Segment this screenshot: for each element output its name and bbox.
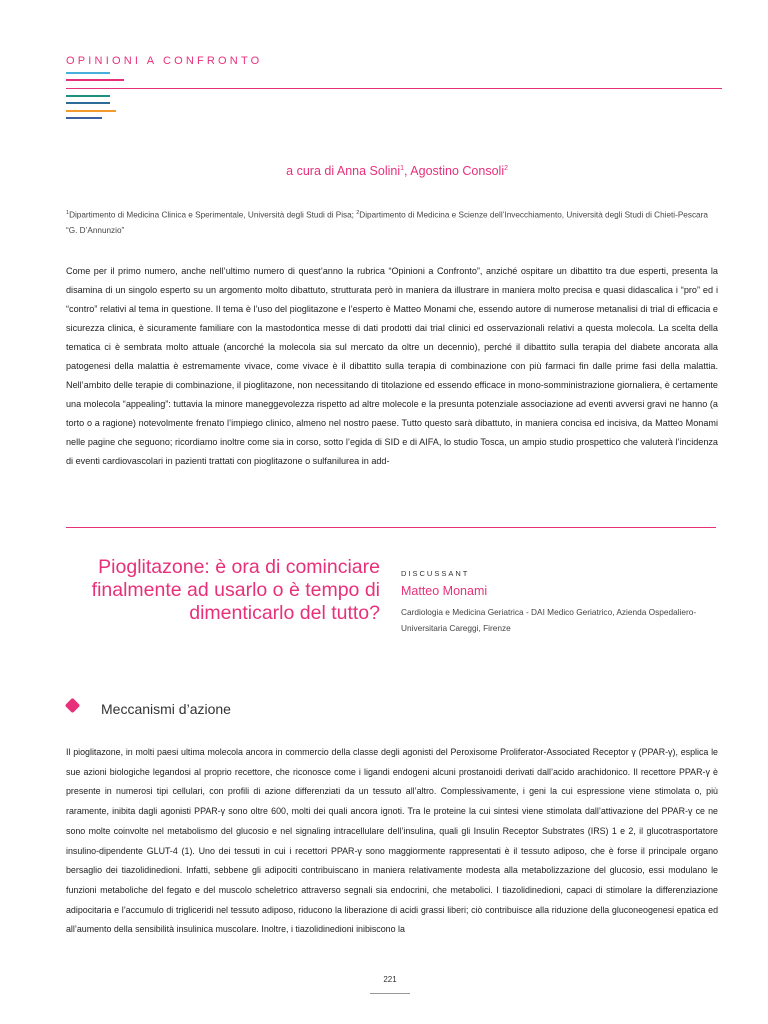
- deco-line-1: [66, 72, 110, 74]
- affil-2-sup: 2: [356, 210, 360, 216]
- article-title: Pioglitazone: è ora di cominciare finalmente ad usarlo o è tempo di dimenticarlo del tutto?: [91, 556, 380, 624]
- page-number-rule: [370, 993, 410, 994]
- curator-2-sup: 2: [504, 164, 508, 172]
- curator-1: a cura di Anna Solini: [286, 164, 401, 178]
- deco-line-6: [66, 117, 102, 119]
- page-number: 221: [383, 975, 397, 984]
- diamond-icon: [65, 698, 81, 714]
- deco-line-4: [66, 102, 110, 104]
- curator-2: , Agostino Consoli: [404, 164, 505, 178]
- deco-line-2: [66, 79, 124, 81]
- affil-2-text: Dipartimento di Medicina e Scienze dell’Invecchiamento, Università degli Studi di Chieti-Pescara “G. D’Annunzio”: [66, 210, 708, 235]
- section-body: Il pioglitazone, in molti paesi ultima molecola ancora in commercio della classe degli agonisti del Peroxisome Proliferator-Associated Receptor γ (PPAR-γ), esplica le sue azioni biologiche legandosi al proprio recettore, che riconosce come i ligandi endogeni alcuni prostanoidi derivati dall’acido arachidonico. Il recettore PPAR-γ è presente in numerosi tipi cellulari, con profili di azione differenziati da un tessuto all’altro. Complessivamente, i geni la cui espressione viene stimolata o, più raramente, inibita dagli agonisti PPAR-γ sono oltre 600, molti dei quali ancora ignoti. Tra le proteine la cui sintesi viene stimolata dall’attivazione del PPAR-γ ce ne sono molte coinvolte nel metabolismo del glucosio e nel signaling intracellulare dell’insulina, quali gli Insulin Receptor Substrates (IRS) 1 e 2, il glucotrasportatore insulino-dipendente GLUT-4 (1). Uno dei tessuti in cui i recettori PPAR-γ sono maggiormente rappresentati è il tessuto adiposo, che è forse il principale organo bersaglio dei tiazolidinedioni. Infatti, sebbene gli adipociti contribuiscano in maniera relativamente modesta alla metabolizzazione del glucosio, essi modulano le funzioni metaboliche del fegato e del muscolo scheletrico attraverso segnali sia endocrini, che metabolici. I tiazolidinedioni, capaci di stimolare la differenziazione adipocitaria e l’accumulo di trigliceridi nel tessuto adiposo, riducono la liberazione di acidi grassi liberi; ciò contribuisce alla riduzione della gluconeogenesi epatica ed all’aumento della sensibilità insulinica muscolare. Inoltre, i tiazolidinedioni inibiscono la: [66, 747, 718, 935]
- header-rule: [66, 88, 722, 89]
- affil-1-sup: 1: [66, 210, 70, 216]
- affiliations: [66, 206, 718, 238]
- deco-line-5: [66, 110, 116, 112]
- author-name: Matteo Monami: [401, 584, 488, 598]
- curators: [66, 164, 508, 178]
- section-label: OPINIONI A CONFRONTO: [66, 55, 263, 67]
- article-divider: [66, 527, 716, 528]
- role-label: DISCUSSANT: [401, 569, 470, 578]
- intro-paragraph: Come per il primo numero, anche nell’ultimo numero di quest’anno la rubrica “Opinioni a Confronto”, anziché ospitare un dibattito tra due esperti, presenta la disamina di un singolo esperto su un argomento molto dibattuto, strutturata però in maniera da illustrare in maniera molto precisa e quasi didascalica i “pro” ed i “contro” relativi al tema in questione. Il tema è l’uso del pioglitazone e l’esperto è Matteo Monami che, essendo autore di numerose metanalisi di trial di efficacia e sicurezza clinica, è sicuramente familiare con la mastodontica messe di dati prodotti dai trial clinici ed osservazionali relativi a questa molecola. La scelta della tematica ci è sembrata molto attuale (ancorché la molecola sia sul mercato da oltre un decennio), perché il dibattito sulla terapia del diabete ancorata alla patogenesi della malattia è estremamente vivace, come vivace è il dibattito sulla terapia di combinazione con più farmaci fin dalle prime fasi della malattia. Nell’ambito delle terapie di combinazione, il pioglitazone, non necessitando di titolazione ed essendo efficace in mono-somministrazione giornaliera, è certamente una molecola “appealing”: tuttavia la minore maneggevolezza rispetto ad altre molecole e la presunta potenziale associazione ad eventi avversi gravi ne hanno (a torto o a ragione) notevolmente frenato l’impiego clinico, almeno nel nostro paese. Tutto questo sarà dibattuto, in maniera concisa ed incisiva, da Matteo Monami nelle pagine che seguono; ricordiamo inoltre come sia in corso, sotto l’egida di SID e di AIFA, lo studio Tosca, un ampio studio prospettico che valuterà l’incidenza di eventi cardiovascolari in pazienti trattati con pioglitazone o sulfanilurea in add-: [66, 266, 718, 466]
- deco-line-3: [66, 95, 110, 97]
- curator-1-sup: 1: [400, 164, 405, 172]
- affil-1-text: Dipartimento di Medicina Clinica e Sperimentale, Università degli Studi di Pisa;: [69, 210, 357, 220]
- author-affiliation: Cardiologia e Medicina Geriatrica - DAI Medico Geriatrico, Azienda Ospedaliero-Universitaria Careggi, Firenze: [401, 607, 697, 633]
- section-heading: Meccanismi d’azione: [101, 701, 231, 717]
